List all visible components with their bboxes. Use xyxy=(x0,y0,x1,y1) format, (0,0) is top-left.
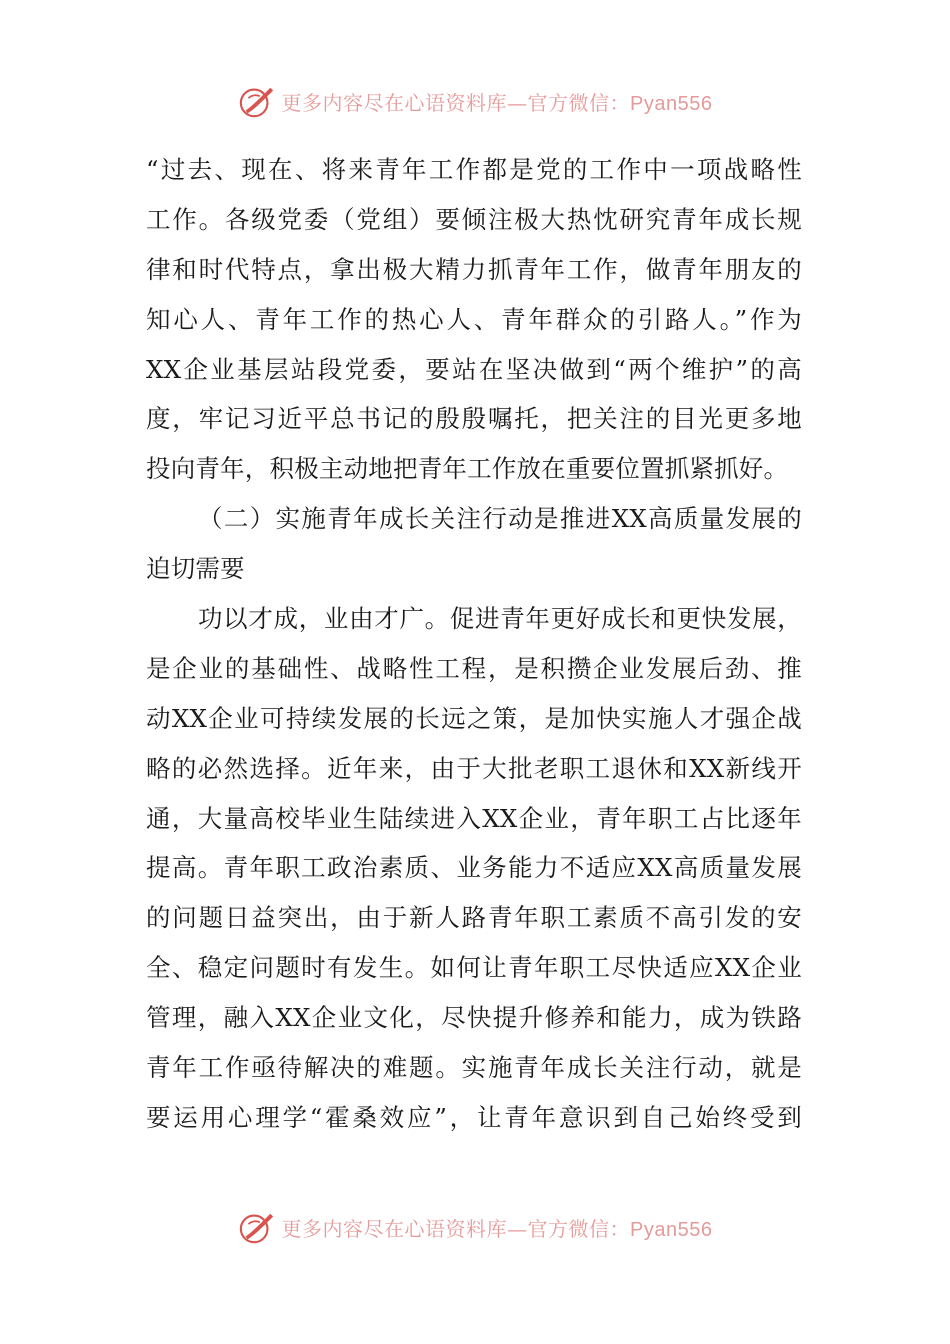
text-line: 知心人、青年工作的热心人、青年群众的引路人。”作为 xyxy=(146,304,802,334)
text-line: 是企业的基础性、战略性工程，是积攒企业发展后劲、推 xyxy=(146,653,802,683)
text-line: 度，牢记习近平总书记的殷殷嘱托，把关注的目光更多地 xyxy=(146,404,802,434)
text-line: “过去、现在、将来青年工作都是党的工作中一项战略性 xyxy=(146,155,802,184)
watermark-footer xyxy=(0,1208,950,1246)
watermark-slogan: 更多内容尽在心语资料库—官方微信： xyxy=(281,90,631,115)
watermark-wechat-id: Pyan556 xyxy=(630,1218,713,1241)
text-line: 投向青年，积极主动地把青年工作放在重要位置抓紧抓好。 xyxy=(146,454,789,484)
pen-logo-icon xyxy=(238,82,276,120)
text-line: 提高。青年职工政治素质、业务能力不适应XX高质量发展 xyxy=(146,853,802,883)
text-line: 功以才成，业由才广。促进青年更好成长和更快发展， xyxy=(198,604,802,634)
text-line: 要运用心理学“霍桑效应”，让青年意识到自己始终受到 xyxy=(146,1102,802,1132)
text-line: 的问题日益突出，由于新人路青年职工素质不高引发的安 xyxy=(146,903,802,933)
watermark-header xyxy=(0,82,950,120)
watermark-text xyxy=(282,87,713,116)
text-line: 青年工作亟待解决的难题。实施青年成长关注行动，就是 xyxy=(146,1053,802,1083)
pen-logo-icon xyxy=(238,1208,276,1246)
text-line: 律和时代特点，拿出极大精力抓青年工作，做青年朋友的 xyxy=(146,254,802,284)
text-line: XX企业基层站段党委，要站在坚决做到“两个维护”的高 xyxy=(146,354,802,384)
document-body xyxy=(146,145,802,1143)
text-line: 动XX企业可持续发展的长远之策，是加快实施人才强企战 xyxy=(146,703,802,733)
watermark-text xyxy=(282,1213,713,1242)
text-line: 通，大量高校毕业生陆续进入XX企业，青年职工占比逐年 xyxy=(146,803,802,833)
text-line: 工作。各级党委（党组）要倾注极大热忱研究青年成长规 xyxy=(146,204,802,234)
section-heading-cont: 迫切需要 xyxy=(146,554,245,584)
watermark-slogan: 更多内容尽在心语资料库—官方微信： xyxy=(281,1216,631,1241)
text-line: 全、稳定问题时有发生。如何让青年职工尽快适应XX企业 xyxy=(146,953,802,983)
section-heading: （二）实施青年成长关注行动是推进XX高质量发展的 xyxy=(198,504,802,534)
watermark-wechat-id: Pyan556 xyxy=(630,92,713,115)
text-line: 略的必然选择。近年来，由于大批老职工退休和XX新线开 xyxy=(146,753,802,783)
text-line: 管理，融入XX企业文化，尽快提升修养和能力，成为铁路 xyxy=(146,1003,802,1033)
